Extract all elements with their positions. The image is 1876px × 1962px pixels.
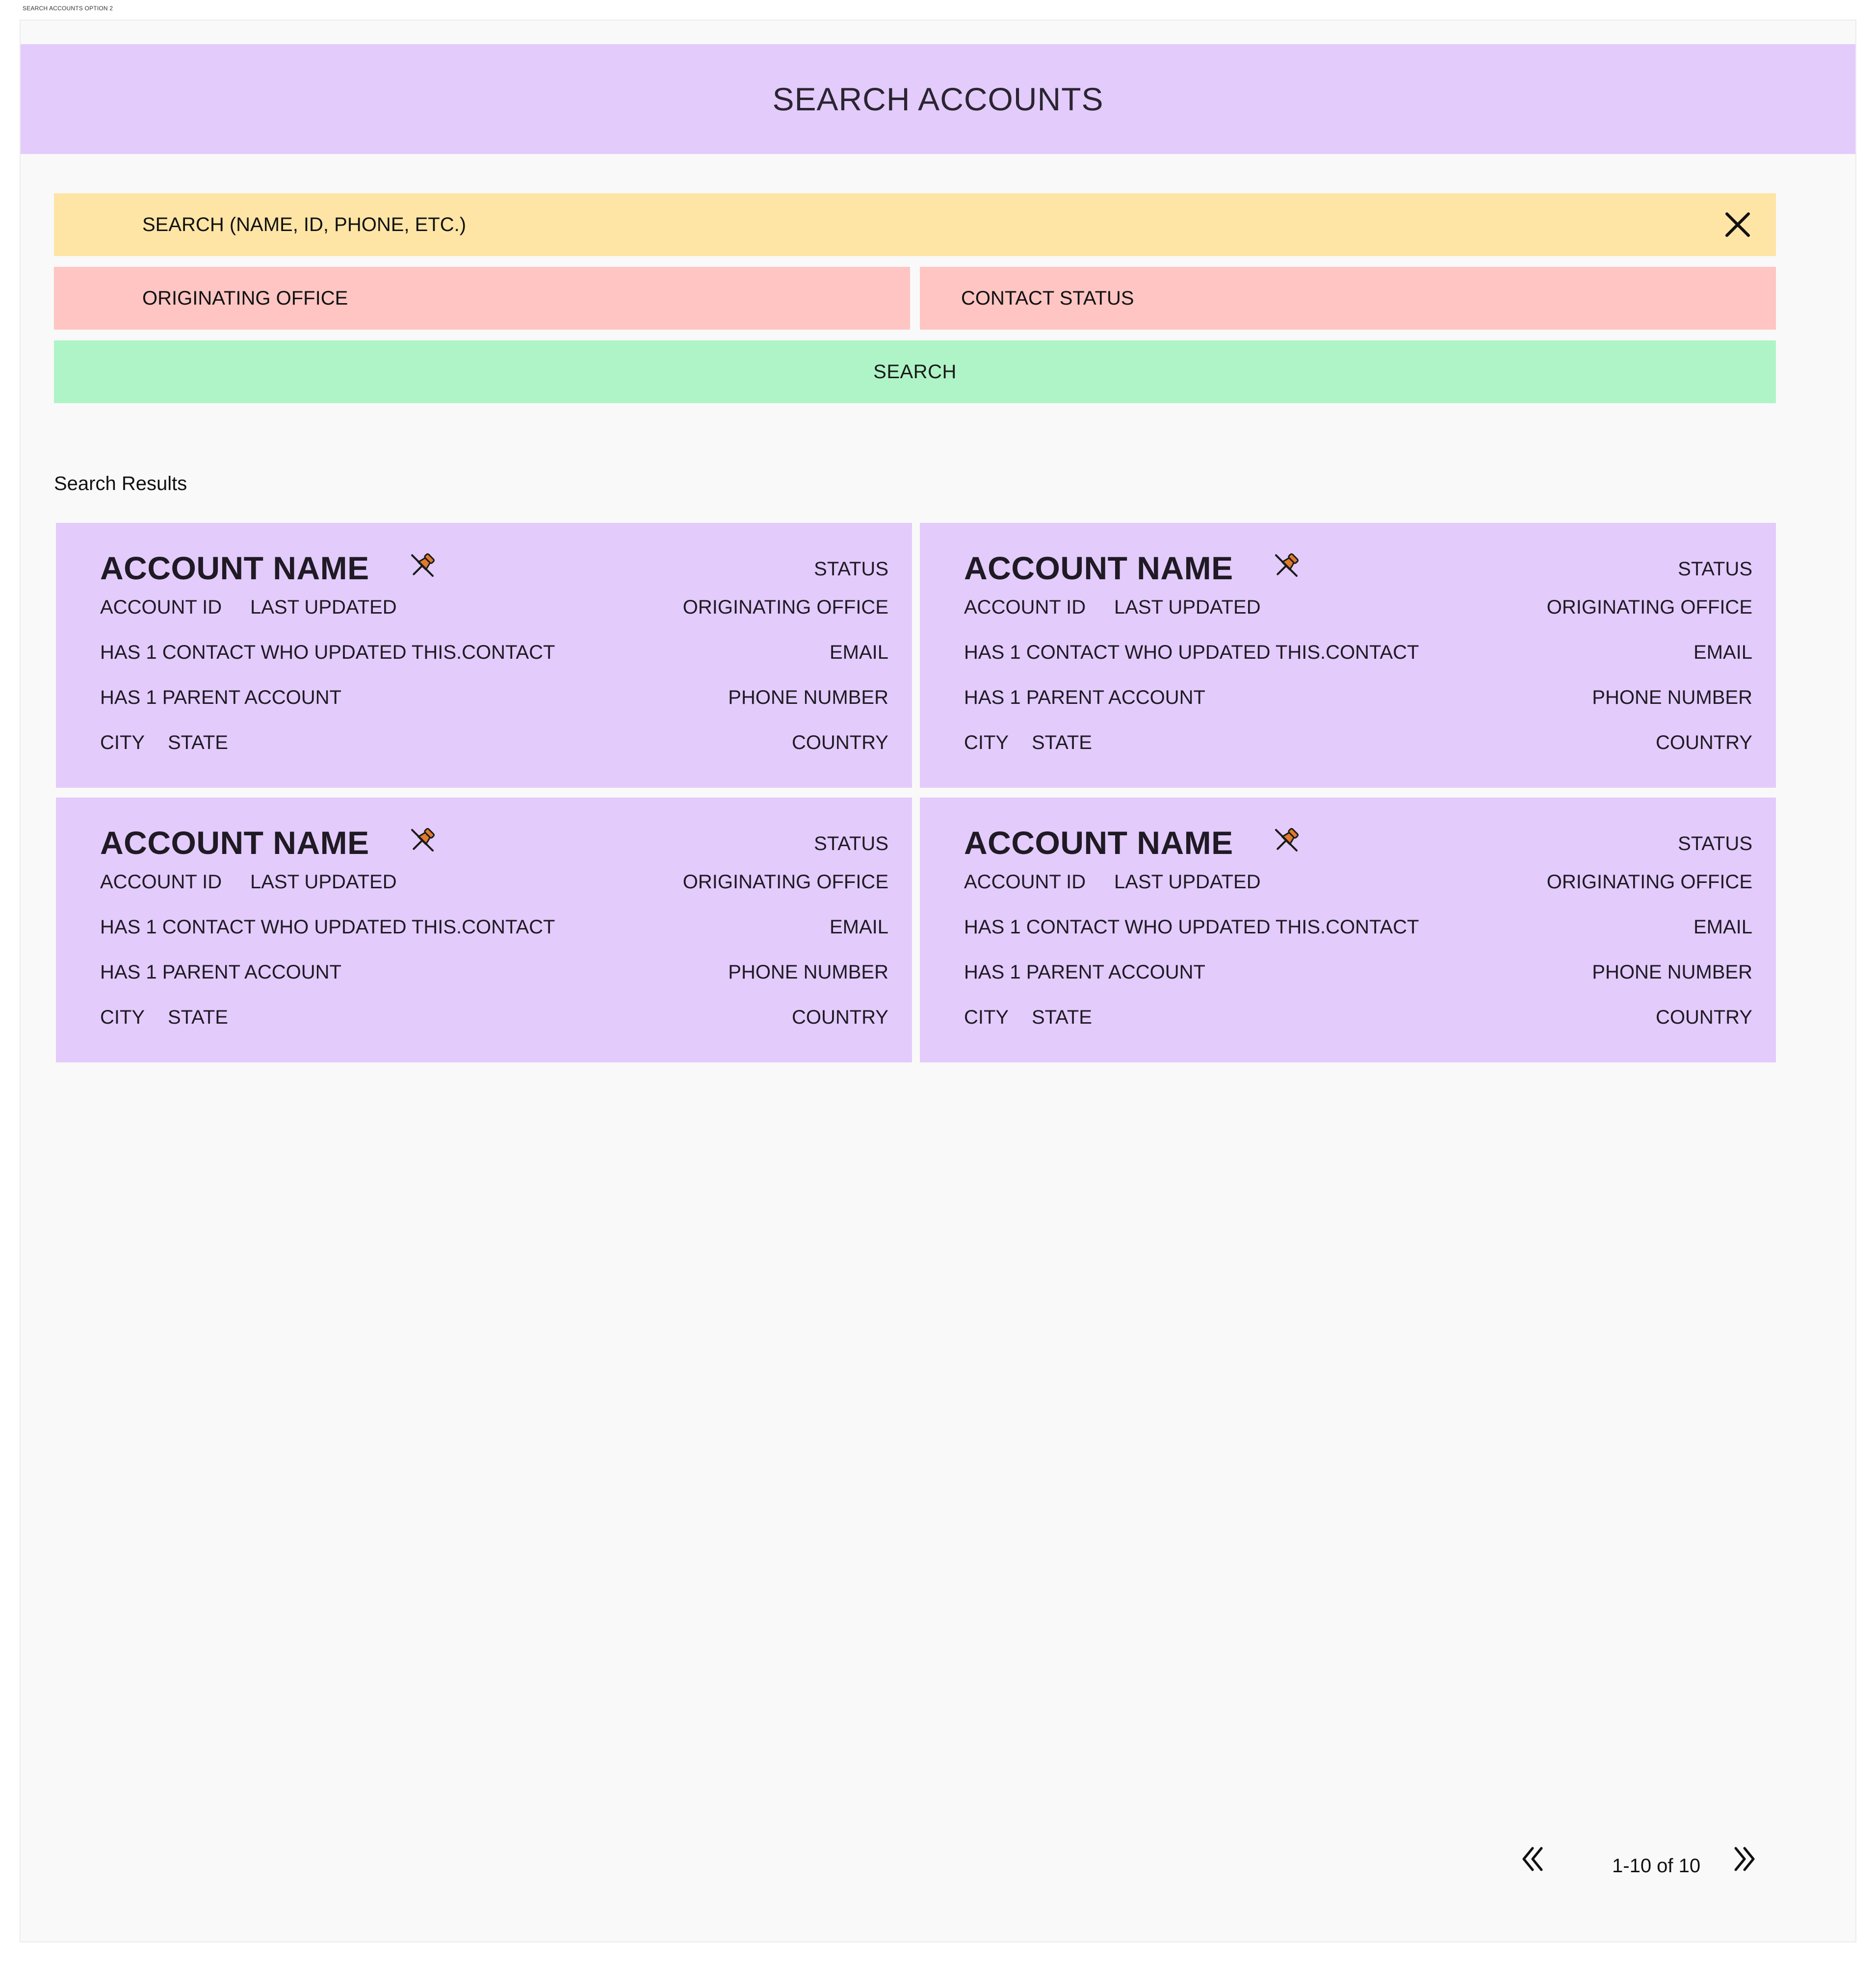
state: STATE — [168, 732, 228, 753]
city: CITY — [964, 732, 1009, 753]
double-chevron-left-icon[interactable] — [1520, 1845, 1547, 1873]
country: COUNTRY — [1655, 1007, 1752, 1028]
originating-office-filter-label: ORIGINATING OFFICE — [142, 287, 348, 309]
last-updated: LAST UPDATED — [250, 871, 397, 893]
account-id: ACCOUNT ID — [100, 596, 222, 618]
account-name: ACCOUNT NAME — [964, 825, 1233, 861]
account-name: ACCOUNT NAME — [100, 550, 369, 586]
contact-note[interactable]: HAS 1 CONTACT WHO UPDATED THIS.CONTACT — [964, 916, 1419, 938]
phone-number: PHONE NUMBER — [1592, 961, 1752, 983]
contact-status-filter[interactable] — [920, 267, 1776, 330]
country: COUNTRY — [791, 1007, 888, 1028]
account-id: ACCOUNT ID — [964, 871, 1086, 893]
last-updated: LAST UPDATED — [250, 596, 397, 618]
account-name: ACCOUNT NAME — [964, 550, 1233, 586]
last-updated: LAST UPDATED — [1114, 596, 1261, 618]
account-card[interactable] — [920, 798, 1776, 1062]
email: EMAIL — [829, 916, 888, 938]
search-button[interactable]: SEARCH — [54, 340, 1776, 403]
double-chevron-right-icon[interactable] — [1730, 1845, 1757, 1873]
account-id: ACCOUNT ID — [100, 871, 222, 893]
country: COUNTRY — [1655, 732, 1752, 753]
originating-office: ORIGINATING OFFICE — [682, 871, 888, 893]
pin-icon[interactable] — [408, 551, 437, 580]
search-results-heading: Search Results — [54, 473, 187, 494]
originating-office: ORIGINATING OFFICE — [682, 596, 888, 618]
country: COUNTRY — [791, 732, 888, 753]
state: STATE — [168, 1007, 228, 1028]
email: EMAIL — [1693, 642, 1752, 663]
parent-account-note[interactable]: HAS 1 PARENT ACCOUNT — [964, 961, 1205, 983]
account-status: STATUS — [814, 833, 888, 854]
email: EMAIL — [829, 642, 888, 663]
close-icon[interactable] — [1723, 210, 1752, 239]
frame-label: SEARCH ACCOUNTS OPTION 2 — [23, 5, 113, 12]
account-status: STATUS — [1678, 833, 1752, 854]
account-status: STATUS — [1678, 558, 1752, 580]
account-name: ACCOUNT NAME — [100, 825, 369, 861]
account-card[interactable] — [56, 523, 912, 788]
originating-office-filter[interactable] — [54, 267, 910, 330]
last-updated: LAST UPDATED — [1114, 871, 1261, 893]
contact-note[interactable]: HAS 1 CONTACT WHO UPDATED THIS.CONTACT — [964, 642, 1419, 663]
contact-status-filter-label: CONTACT STATUS — [961, 287, 1134, 309]
pin-icon[interactable] — [408, 826, 437, 854]
state: STATE — [1032, 1007, 1092, 1028]
state: STATE — [1032, 732, 1092, 753]
search-accounts-screen — [20, 20, 1856, 1942]
originating-office: ORIGINATING OFFICE — [1546, 871, 1752, 893]
originating-office: ORIGINATING OFFICE — [1546, 596, 1752, 618]
page-header — [21, 44, 1855, 154]
account-id: ACCOUNT ID — [964, 596, 1086, 618]
parent-account-note[interactable]: HAS 1 PARENT ACCOUNT — [100, 961, 341, 983]
phone-number: PHONE NUMBER — [1592, 687, 1752, 708]
city: CITY — [100, 732, 145, 753]
account-card[interactable] — [920, 523, 1776, 788]
search-bar — [54, 193, 1776, 256]
city: CITY — [100, 1007, 145, 1028]
pin-icon[interactable] — [1272, 826, 1301, 854]
search-input[interactable] — [54, 193, 1712, 256]
phone-number: PHONE NUMBER — [728, 687, 888, 708]
account-card[interactable] — [56, 798, 912, 1062]
parent-account-note[interactable]: HAS 1 PARENT ACCOUNT — [964, 687, 1205, 708]
account-status: STATUS — [814, 558, 888, 580]
email: EMAIL — [1693, 916, 1752, 938]
contact-note[interactable]: HAS 1 CONTACT WHO UPDATED THIS.CONTACT — [100, 642, 555, 663]
contact-note[interactable]: HAS 1 CONTACT WHO UPDATED THIS.CONTACT — [100, 916, 555, 938]
pagination-range: 1-10 of 10 — [1612, 1855, 1701, 1877]
city: CITY — [964, 1007, 1009, 1028]
page-title: SEARCH ACCOUNTS — [772, 81, 1104, 117]
pin-icon[interactable] — [1272, 551, 1301, 580]
parent-account-note[interactable]: HAS 1 PARENT ACCOUNT — [100, 687, 341, 708]
phone-number: PHONE NUMBER — [728, 961, 888, 983]
